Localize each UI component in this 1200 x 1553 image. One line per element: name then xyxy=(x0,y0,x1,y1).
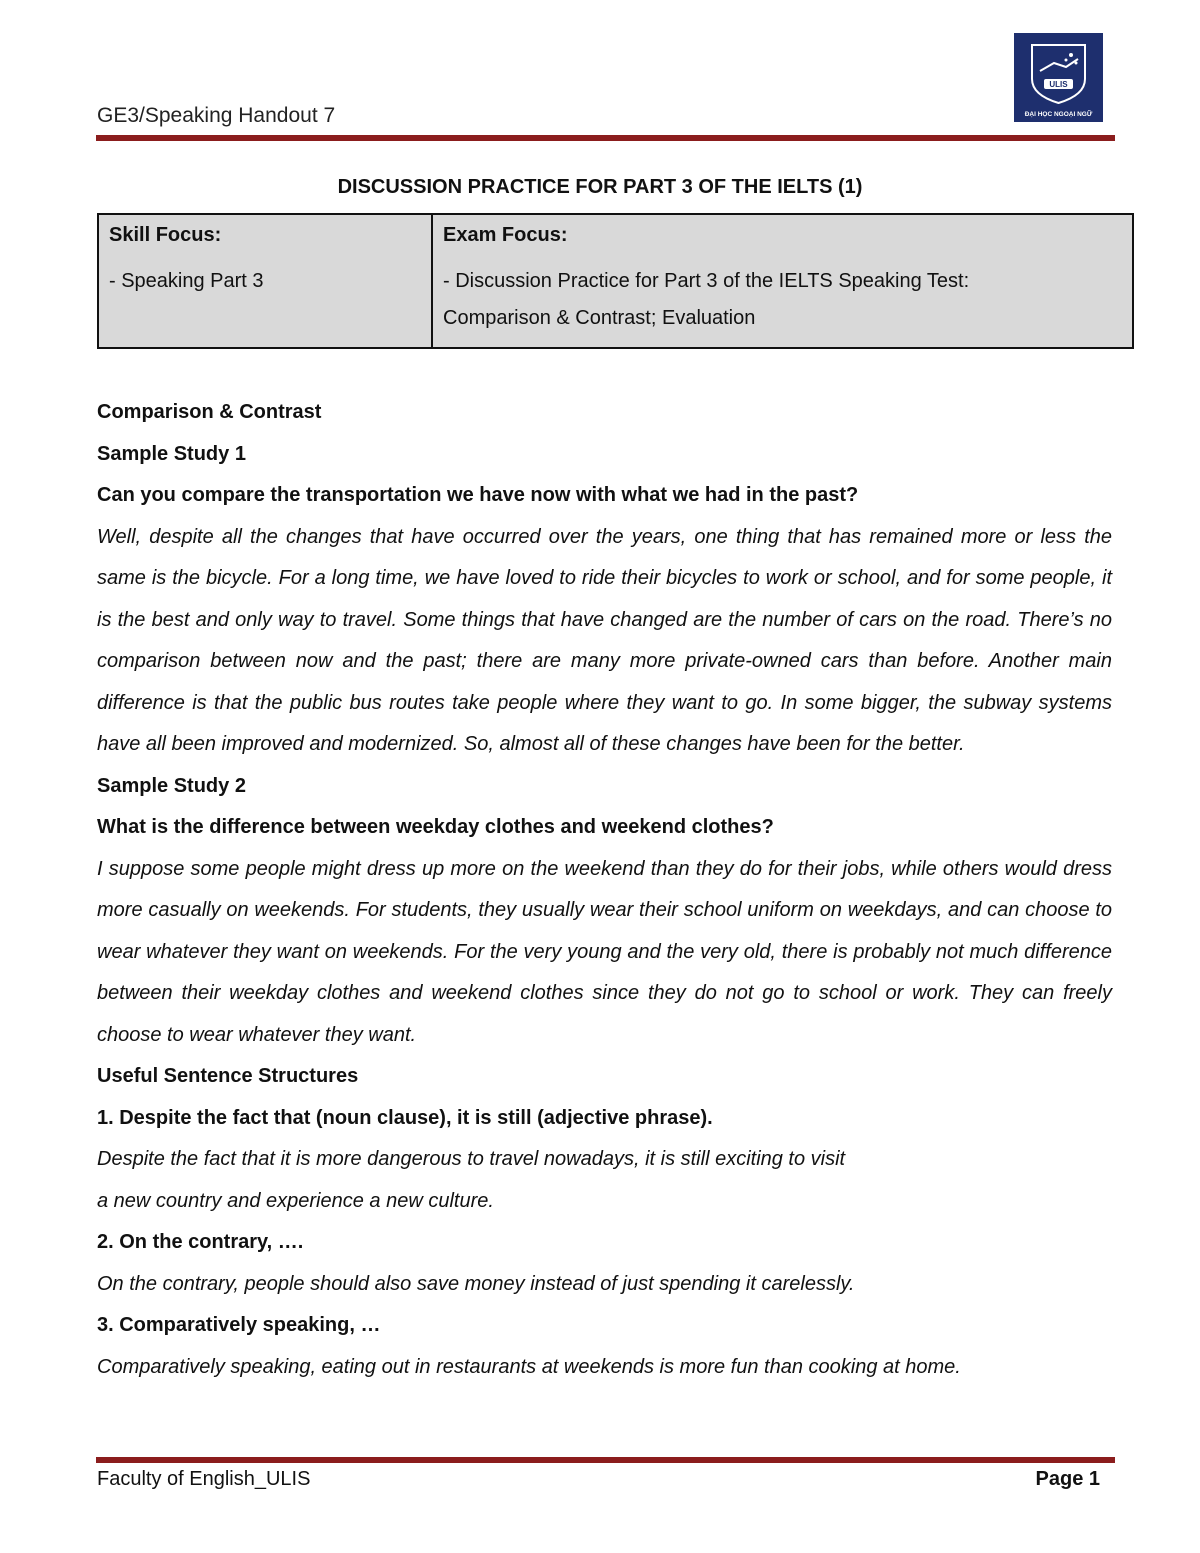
structure-2-pattern: 2. On the contrary, …. xyxy=(97,1231,304,1253)
skill-focus-heading: Skill Focus: xyxy=(109,224,222,246)
structures-heading: Useful Sentence Structures xyxy=(97,1065,359,1087)
structure-1-example-line2: a new country and experience a new culture. xyxy=(97,1189,494,1212)
footer-faculty: Faculty of English_ULIS xyxy=(97,1468,311,1490)
exam-focus-text-2: Comparison & Contrast; Evaluation xyxy=(443,307,756,329)
skill-focus-text: - Speaking Part 3 xyxy=(109,270,264,292)
document-title: DISCUSSION PRACTICE FOR PART 3 OF THE IELTS (1) xyxy=(337,176,863,198)
structure-3-pattern: 3. Comparatively speaking, … xyxy=(97,1314,381,1336)
footer-rule xyxy=(96,1457,1115,1463)
focus-table xyxy=(97,213,1134,349)
study1-answer: Well, despite all the changes that have occurred over the years, one thing that has remained more or less the same is the bicycle. For a long time, we have loved to ride their bicycles to work or school, and for some people, it is the best and only way to travel. Some things that have changed are the number of cars on the road. There’s no comparison between now and the past; there are many more private-owned cars than before. Another main difference is that the public bus routes take people where they want to go. In some bigger, the subway systems have all been improved and modernized. So, almost all of these changes have been for the better. xyxy=(97,525,1112,755)
structure-2-example: On the contrary, people should also save money instead of just spending it carelessly. xyxy=(97,1272,855,1295)
exam-focus-text-1: - Discussion Practice for Part 3 of the IELTS Speaking Test: xyxy=(443,270,970,292)
header-rule xyxy=(96,135,1115,141)
page-number: Page 1 xyxy=(1035,1468,1100,1490)
university-logo-graphic xyxy=(1014,33,1103,122)
study2-heading: Sample Study 2 xyxy=(97,774,246,797)
section-heading: Comparison & Contrast xyxy=(97,401,322,423)
logo-badge: ULIS xyxy=(1049,80,1068,89)
study2-question: What is the difference between weekday clothes and weekend clothes? xyxy=(97,816,774,838)
main-content xyxy=(97,392,1112,1388)
structure-3-example: Comparatively speaking, eating out in restaurants at weekends is more fun than cooking at home. xyxy=(97,1355,961,1378)
structure-1-example-line1: Despite the fact that it is more dangerous to travel nowadays, it is still exciting to visit xyxy=(97,1148,846,1170)
study1-heading: Sample Study 1 xyxy=(97,442,246,465)
structure-1-pattern: 1. Despite the fact that (noun clause), it is still (adjective phrase). xyxy=(97,1106,713,1129)
exam-focus-heading: Exam Focus: xyxy=(443,224,568,246)
university-logo xyxy=(1014,33,1103,122)
study1-question: Can you compare the transportation we have now with what we had in the past? xyxy=(97,484,859,506)
skill-focus-cell xyxy=(99,215,433,347)
logo-caption: ĐẠI HỌC NGOẠI NGỮ xyxy=(1024,111,1093,118)
header-title: GE3/Speaking Handout 7 xyxy=(97,104,336,127)
exam-focus-cell xyxy=(433,215,1132,347)
study2-answer: I suppose some people might dress up more on the weekend than they do for their jobs, while others would dress more casually on weekends. For students, they usually wear their school uniform on weekdays, and can choose to wear whatever they want on weekends. For the very young and the very old, there is probably not much difference between their weekday clothes and weekend clothes since they do not go to school or work. They can freely choose to wear whatever they want. xyxy=(97,857,1112,1046)
